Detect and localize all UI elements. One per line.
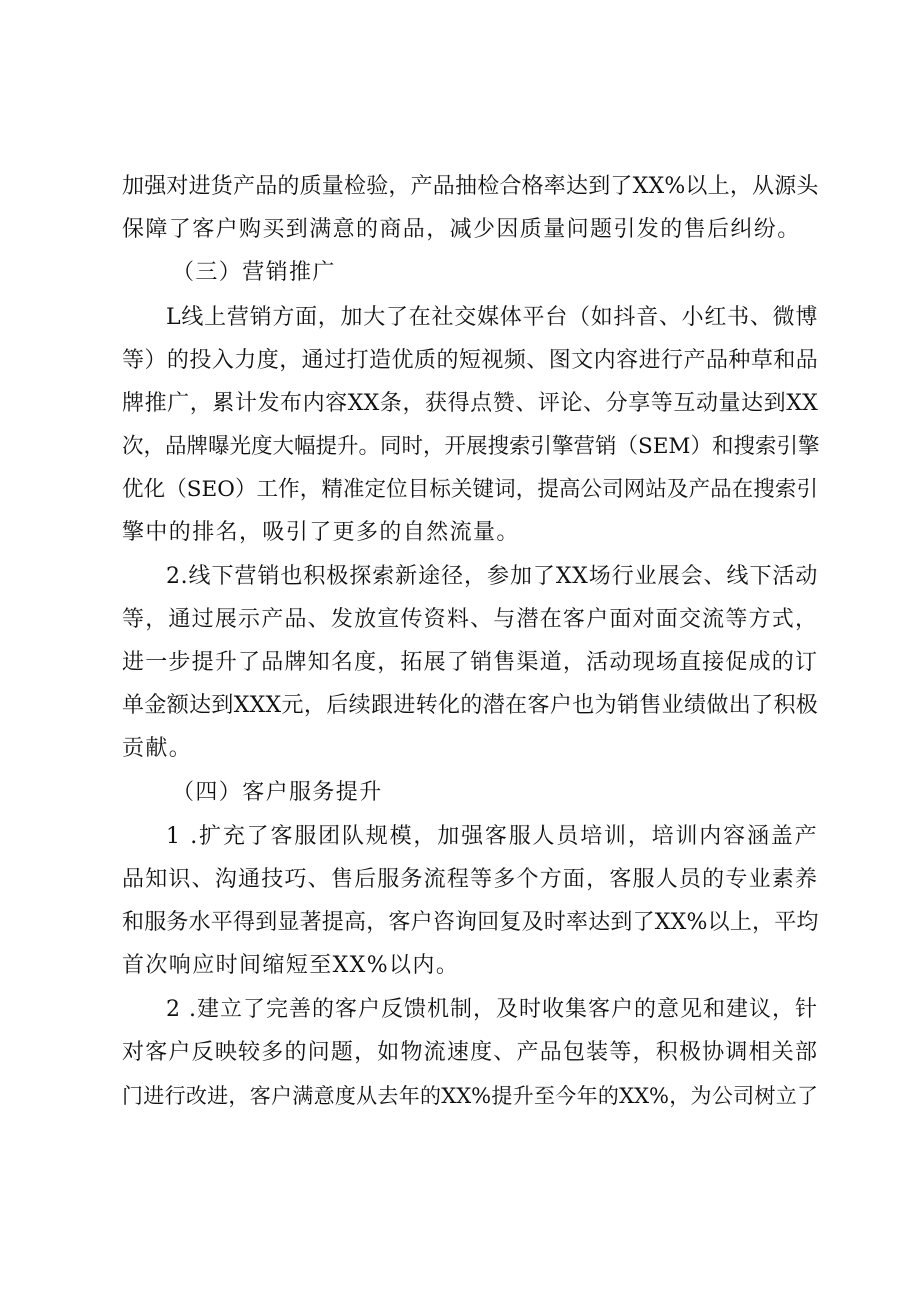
body-line: 次，品牌曝光度大幅提升。同时，开展搜索引擎营销（SEM）和搜索引擎 [122,434,820,459]
body-line: 对客户反映较多的问题，如物流速度、产品包装等，积极协调相关部 [122,1040,818,1065]
body-line: 和服务水平得到显著提高，客户咨询回复及时率达到了XX%以上，平均 [122,910,819,935]
body-line: 1 .扩充了客服团队规模，加强客服人员培训，培训内容涵盖产 [166,824,818,849]
body-line: 单金额达到XXX元，后续跟进转化的潜在客户也为销售业绩做出了积极 [122,693,818,718]
body-line: 品知识、沟通技巧、售后服务流程等多个方面，客服人员的专业素养 [122,867,818,892]
body-line: 2 .建立了完善的客户反馈机制，及时收集客户的意见和建议，针 [166,997,818,1022]
body-line: 擎中的排名，吸引了更多的自然流量。 [122,520,520,545]
body-line: 首次响应时间缩短至XX%以内。 [122,953,460,978]
body-line: 门进行改进，客户满意度从去年的XX%提升至今年的XX%，为公司树立了 [122,1084,818,1108]
body-line: 保障了客户购买到满意的商品，减少因质量问题引发的售后纠纷。 [122,217,801,242]
body-line: 进一步提升了品牌知名度，拓展了销售渠道，活动现场直接促成的订 [122,650,818,675]
body-line: 等）的投入力度，通过打造优质的短视频、图文内容进行产品种草和品 [122,348,818,373]
body-line: 等，通过展示产品、发放宣传资料、与潜在客户面对面交流等方式， [122,607,818,632]
section-heading-customer-service: （四）客户服务提升 [172,780,383,805]
section-heading-marketing: （三）营销推广 [172,260,336,285]
body-line: 加强对进货产品的质量检验，产品抽检合格率达到了XX%以上，从源头 [122,174,819,199]
body-line: 2.线下营销也积极探索新途径，参加了XX场行业展会、线下活动 [166,564,818,589]
body-line: 贡献。 [122,736,193,761]
body-line: L线上营销方面，加大了在社交媒体平台（如抖音、小红书、微博 [166,305,818,330]
body-line: 牌推广，累计发布内容XX条，获得点赞、评论、分享等互动量达到XX [122,391,818,416]
body-line: 优化（SEO）工作，精准定位目标关键词，提高公司网站及产品在搜索引 [122,477,818,502]
